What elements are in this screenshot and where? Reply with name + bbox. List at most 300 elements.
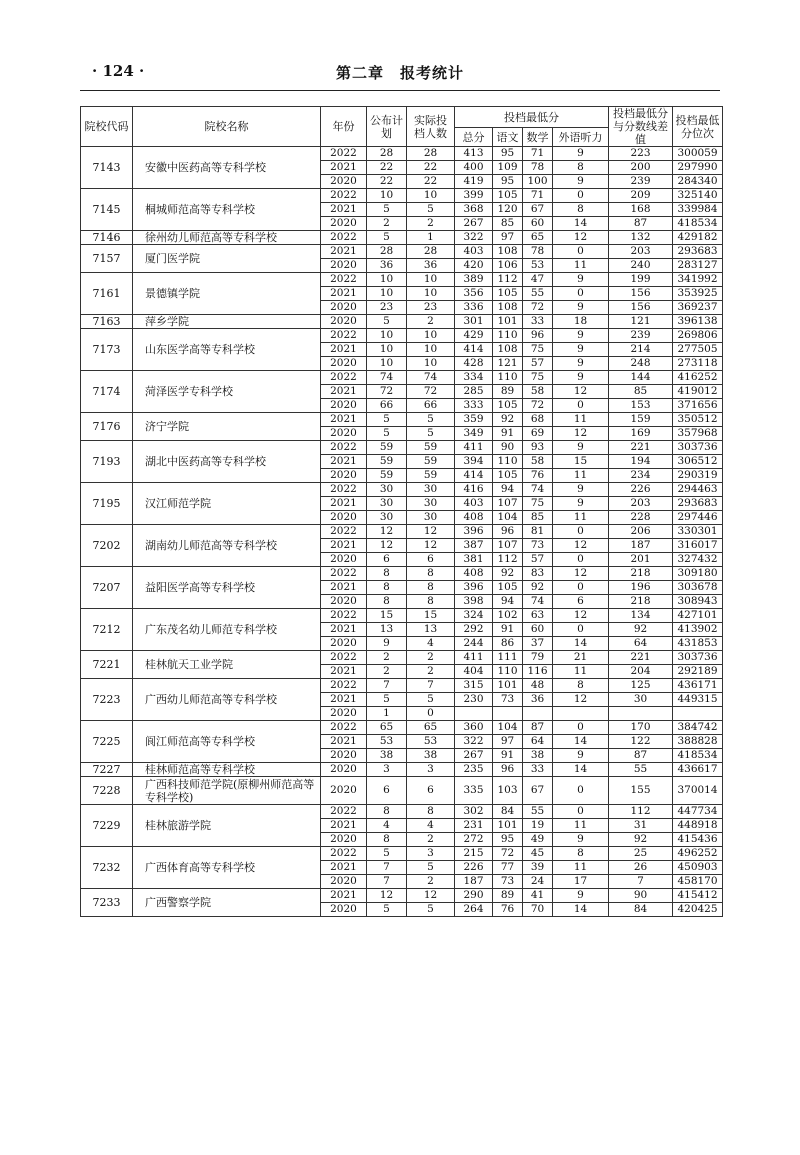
school-code: 7212: [81, 609, 133, 651]
cell-math: 33: [523, 763, 553, 777]
cell-total: 267: [455, 749, 493, 763]
school-name: 广西警察学院: [133, 889, 321, 917]
cell-rank: 341992: [673, 273, 723, 287]
cell-chinese: 94: [493, 483, 523, 497]
cell-math: 45: [523, 847, 553, 861]
cell-diff: 87: [609, 749, 673, 763]
cell-plan: 12: [367, 539, 407, 553]
cell-listening: 11: [553, 665, 609, 679]
school-name: 阆江师范高等专科学校: [133, 721, 321, 763]
cell-year: 2021: [321, 385, 367, 399]
cell-admitted: 10: [407, 287, 455, 301]
cell-chinese: 108: [493, 343, 523, 357]
cell-chinese: 92: [493, 413, 523, 427]
cell-year: 2020: [321, 399, 367, 413]
cell-admitted: 66: [407, 399, 455, 413]
cell-chinese: 85: [493, 217, 523, 231]
cell-rank: 448918: [673, 819, 723, 833]
cell-plan: 59: [367, 455, 407, 469]
school-code: 7202: [81, 525, 133, 567]
cell-listening: 8: [553, 203, 609, 217]
cell-listening: 12: [553, 427, 609, 441]
cell-diff: 204: [609, 665, 673, 679]
cell-year: 2020: [321, 315, 367, 329]
school-code: 7223: [81, 679, 133, 721]
cell-listening: 0: [553, 525, 609, 539]
cell-listening: 8: [553, 847, 609, 861]
cell-rank: 429182: [673, 231, 723, 245]
cell-diff: 221: [609, 651, 673, 665]
cell-year: 2020: [321, 469, 367, 483]
cell-diff: 194: [609, 455, 673, 469]
cell-rank: 300059: [673, 147, 723, 161]
school-name: 济宁学院: [133, 413, 321, 441]
cell-admitted: 72: [407, 385, 455, 399]
cell-listening: 12: [553, 567, 609, 581]
cell-total: 429: [455, 329, 493, 343]
cell-chinese: 101: [493, 315, 523, 329]
table-row: [81, 651, 723, 665]
cell-plan: 53: [367, 735, 407, 749]
cell-math: 53: [523, 259, 553, 273]
cell-rank: 449315: [673, 693, 723, 707]
cell-diff: 87: [609, 217, 673, 231]
cell-listening: 9: [553, 371, 609, 385]
cell-year: 2020: [321, 175, 367, 189]
cell-math: 33: [523, 315, 553, 329]
cell-total: 411: [455, 651, 493, 665]
cell-plan: 5: [367, 693, 407, 707]
cell-listening: 18: [553, 315, 609, 329]
school-name: 广西科技师范学院(原柳州师范高等专科学校): [133, 777, 321, 805]
cell-admitted: 38: [407, 749, 455, 763]
cell-diff: 155: [609, 777, 673, 805]
cell-total: 324: [455, 609, 493, 623]
cell-diff: 203: [609, 497, 673, 511]
cell-year: 2021: [321, 343, 367, 357]
school-code: 7163: [81, 315, 133, 329]
cell-year: 2020: [321, 749, 367, 763]
school-code: 7228: [81, 777, 133, 805]
table-row: [81, 777, 723, 805]
cell-chinese: 73: [493, 693, 523, 707]
cell-admitted: 5: [407, 427, 455, 441]
table-row: [81, 231, 723, 245]
cell-plan: 12: [367, 889, 407, 903]
cell-plan: 6: [367, 777, 407, 805]
cell-admitted: 7: [407, 679, 455, 693]
cell-rank: 293683: [673, 245, 723, 259]
cell-math: [523, 707, 553, 721]
cell-total: 389: [455, 273, 493, 287]
cell-admitted: 5: [407, 203, 455, 217]
cell-rank: 284340: [673, 175, 723, 189]
cell-chinese: 77: [493, 861, 523, 875]
cell-total: 264: [455, 903, 493, 917]
cell-year: 2020: [321, 595, 367, 609]
cell-plan: 15: [367, 609, 407, 623]
cell-listening: 0: [553, 189, 609, 203]
cell-total: 381: [455, 553, 493, 567]
cell-year: 2020: [321, 707, 367, 721]
school-name: 萍乡学院: [133, 315, 321, 329]
cell-diff: 206: [609, 525, 673, 539]
cell-total: [455, 707, 493, 721]
cell-rank: 293683: [673, 497, 723, 511]
cell-year: 2022: [321, 371, 367, 385]
cell-math: 36: [523, 693, 553, 707]
cell-math: 75: [523, 497, 553, 511]
cell-listening: 11: [553, 259, 609, 273]
cell-listening: 9: [553, 301, 609, 315]
cell-total: 322: [455, 735, 493, 749]
cell-plan: 10: [367, 189, 407, 203]
cell-plan: 8: [367, 805, 407, 819]
header-math: 数学: [523, 128, 553, 147]
cell-listening: 0: [553, 245, 609, 259]
header-listening: 外语听力: [553, 128, 609, 147]
cell-plan: 2: [367, 665, 407, 679]
cell-chinese: 91: [493, 623, 523, 637]
cell-diff: 218: [609, 595, 673, 609]
cell-chinese: [493, 707, 523, 721]
cell-total: 420: [455, 259, 493, 273]
school-name: 桂林航天工业学院: [133, 651, 321, 679]
cell-total: 428: [455, 357, 493, 371]
cell-plan: 38: [367, 749, 407, 763]
cell-chinese: 84: [493, 805, 523, 819]
cell-chinese: 105: [493, 581, 523, 595]
cell-math: 60: [523, 217, 553, 231]
cell-diff: 30: [609, 693, 673, 707]
cell-total: 336: [455, 301, 493, 315]
cell-plan: 5: [367, 231, 407, 245]
cell-year: 2022: [321, 609, 367, 623]
cell-chinese: 92: [493, 567, 523, 581]
cell-rank: [673, 707, 723, 721]
cell-year: 2022: [321, 273, 367, 287]
cell-diff: 234: [609, 469, 673, 483]
school-code: 7161: [81, 273, 133, 315]
header-diff: 投档最低分与分数线差值: [609, 107, 673, 147]
school-code: 7207: [81, 567, 133, 609]
cell-plan: 7: [367, 861, 407, 875]
school-name: 桂林旅游学院: [133, 805, 321, 847]
cell-total: 368: [455, 203, 493, 217]
cell-year: 2021: [321, 413, 367, 427]
cell-diff: 168: [609, 203, 673, 217]
cell-math: 75: [523, 371, 553, 385]
cell-admitted: 8: [407, 567, 455, 581]
cell-rank: 327432: [673, 553, 723, 567]
cell-admitted: 2: [407, 315, 455, 329]
cell-math: 116: [523, 665, 553, 679]
cell-listening: 9: [553, 483, 609, 497]
table-row: [81, 147, 723, 161]
table-row: [81, 329, 723, 343]
cell-diff: 132: [609, 231, 673, 245]
cell-plan: 7: [367, 875, 407, 889]
cell-listening: 9: [553, 147, 609, 161]
cell-rank: 450903: [673, 861, 723, 875]
header-year: 年份: [321, 107, 367, 147]
cell-year: 2020: [321, 357, 367, 371]
school-code: 7143: [81, 147, 133, 189]
cell-admitted: 30: [407, 497, 455, 511]
cell-math: 71: [523, 189, 553, 203]
cell-total: 231: [455, 819, 493, 833]
cell-rank: 415436: [673, 833, 723, 847]
cell-admitted: 5: [407, 861, 455, 875]
cell-admitted: 4: [407, 637, 455, 651]
cell-listening: 0: [553, 721, 609, 735]
cell-rank: 353925: [673, 287, 723, 301]
cell-math: 96: [523, 329, 553, 343]
school-name: 湖北中医药高等专科学校: [133, 441, 321, 483]
cell-plan: 65: [367, 721, 407, 735]
cell-listening: 12: [553, 231, 609, 245]
table-body: [81, 147, 723, 917]
cell-diff: 92: [609, 833, 673, 847]
cell-math: 38: [523, 749, 553, 763]
table-row: [81, 245, 723, 259]
cell-diff: 31: [609, 819, 673, 833]
cell-chinese: 76: [493, 903, 523, 917]
cell-rank: 290319: [673, 469, 723, 483]
cell-year: 2021: [321, 861, 367, 875]
cell-total: 414: [455, 343, 493, 357]
cell-year: 2022: [321, 483, 367, 497]
table-row: [81, 721, 723, 735]
cell-rank: 418534: [673, 749, 723, 763]
cell-plan: 12: [367, 525, 407, 539]
cell-chinese: 95: [493, 175, 523, 189]
school-name: 广西幼儿师范高等专科学校: [133, 679, 321, 721]
cell-total: 408: [455, 567, 493, 581]
table-row: [81, 371, 723, 385]
table-row: [81, 847, 723, 861]
cell-chinese: 95: [493, 147, 523, 161]
header-code: 院校代码: [81, 107, 133, 147]
cell-diff: 84: [609, 903, 673, 917]
cell-chinese: 108: [493, 245, 523, 259]
page-header: [80, 62, 720, 84]
cell-admitted: 2: [407, 875, 455, 889]
cell-diff: 218: [609, 567, 673, 581]
cell-admitted: 15: [407, 609, 455, 623]
cell-chinese: 105: [493, 469, 523, 483]
cell-math: 100: [523, 175, 553, 189]
cell-year: 2021: [321, 889, 367, 903]
cell-year: 2022: [321, 231, 367, 245]
cell-rank: 350512: [673, 413, 723, 427]
table-row: [81, 441, 723, 455]
cell-rank: 415412: [673, 889, 723, 903]
cell-admitted: 1: [407, 231, 455, 245]
cell-chinese: 86: [493, 637, 523, 651]
cell-math: 83: [523, 567, 553, 581]
table-row: [81, 273, 723, 287]
cell-diff: 156: [609, 301, 673, 315]
cell-total: 301: [455, 315, 493, 329]
cell-total: 290: [455, 889, 493, 903]
cell-chinese: 94: [493, 595, 523, 609]
school-code: 7195: [81, 483, 133, 525]
cell-admitted: 10: [407, 189, 455, 203]
cell-diff: 159: [609, 413, 673, 427]
cell-chinese: 107: [493, 539, 523, 553]
cell-listening: 15: [553, 455, 609, 469]
cell-rank: 303736: [673, 441, 723, 455]
cell-math: 67: [523, 777, 553, 805]
cell-plan: 7: [367, 679, 407, 693]
cell-listening: 11: [553, 413, 609, 427]
cell-total: 404: [455, 665, 493, 679]
cell-chinese: 73: [493, 875, 523, 889]
cell-rank: 306512: [673, 455, 723, 469]
cell-chinese: 109: [493, 161, 523, 175]
cell-chinese: 105: [493, 287, 523, 301]
cell-total: 360: [455, 721, 493, 735]
cell-admitted: 10: [407, 329, 455, 343]
cell-diff: 64: [609, 637, 673, 651]
cell-math: 67: [523, 203, 553, 217]
cell-total: 387: [455, 539, 493, 553]
cell-total: 322: [455, 231, 493, 245]
cell-plan: 66: [367, 399, 407, 413]
school-code: 7233: [81, 889, 133, 917]
cell-listening: 17: [553, 875, 609, 889]
cell-admitted: 8: [407, 805, 455, 819]
cell-chinese: 110: [493, 455, 523, 469]
cell-plan: 59: [367, 469, 407, 483]
table-row: [81, 609, 723, 623]
cell-diff: 203: [609, 245, 673, 259]
cell-total: 349: [455, 427, 493, 441]
cell-plan: 10: [367, 287, 407, 301]
cell-plan: 72: [367, 385, 407, 399]
cell-total: 396: [455, 581, 493, 595]
cell-plan: 10: [367, 343, 407, 357]
cell-listening: 0: [553, 623, 609, 637]
cell-admitted: 4: [407, 819, 455, 833]
school-name: 山东医学高等专科学校: [133, 329, 321, 371]
cell-math: 73: [523, 539, 553, 553]
cell-rank: 431853: [673, 637, 723, 651]
cell-year: 2022: [321, 525, 367, 539]
cell-listening: 0: [553, 553, 609, 567]
cell-admitted: 23: [407, 301, 455, 315]
table-row: [81, 525, 723, 539]
cell-year: 2020: [321, 833, 367, 847]
header-rule: [80, 90, 720, 91]
cell-math: 47: [523, 273, 553, 287]
cell-chinese: 101: [493, 679, 523, 693]
cell-diff: 156: [609, 287, 673, 301]
cell-admitted: 22: [407, 175, 455, 189]
cell-plan: 6: [367, 553, 407, 567]
cell-rank: 419012: [673, 385, 723, 399]
cell-total: 235: [455, 763, 493, 777]
cell-chinese: 110: [493, 329, 523, 343]
cell-plan: 2: [367, 651, 407, 665]
cell-year: 2020: [321, 553, 367, 567]
cell-year: 2022: [321, 805, 367, 819]
cell-year: 2022: [321, 679, 367, 693]
cell-rank: 436171: [673, 679, 723, 693]
cell-admitted: 10: [407, 357, 455, 371]
cell-plan: 2: [367, 217, 407, 231]
cell-listening: 11: [553, 819, 609, 833]
cell-chinese: 107: [493, 497, 523, 511]
table-row: [81, 315, 723, 329]
cell-listening: 6: [553, 595, 609, 609]
cell-chinese: 106: [493, 259, 523, 273]
cell-total: 403: [455, 497, 493, 511]
cell-chinese: 104: [493, 511, 523, 525]
cell-plan: 5: [367, 903, 407, 917]
cell-math: 92: [523, 581, 553, 595]
cell-diff: 209: [609, 189, 673, 203]
header-rank: 投档最低分位次: [673, 107, 723, 147]
cell-year: 2021: [321, 245, 367, 259]
cell-year: 2022: [321, 567, 367, 581]
cell-year: 2020: [321, 259, 367, 273]
cell-total: 403: [455, 245, 493, 259]
cell-total: 334: [455, 371, 493, 385]
cell-plan: 3: [367, 763, 407, 777]
cell-total: 267: [455, 217, 493, 231]
cell-diff: 153: [609, 399, 673, 413]
cell-listening: 9: [553, 329, 609, 343]
cell-diff: 248: [609, 357, 673, 371]
cell-diff: 121: [609, 315, 673, 329]
cell-year: 2022: [321, 189, 367, 203]
cell-plan: 10: [367, 329, 407, 343]
cell-total: 411: [455, 441, 493, 455]
cell-admitted: 53: [407, 735, 455, 749]
school-name: 景德镇学院: [133, 273, 321, 315]
cell-total: 413: [455, 147, 493, 161]
cell-rank: 447734: [673, 805, 723, 819]
cell-math: 75: [523, 343, 553, 357]
cell-admitted: 28: [407, 245, 455, 259]
cell-chinese: 91: [493, 749, 523, 763]
cell-chinese: 96: [493, 525, 523, 539]
school-code: 7232: [81, 847, 133, 889]
cell-plan: 36: [367, 259, 407, 273]
cell-admitted: 2: [407, 651, 455, 665]
cell-diff: 187: [609, 539, 673, 553]
school-code: 7221: [81, 651, 133, 679]
cell-admitted: 8: [407, 581, 455, 595]
cell-rank: 297446: [673, 511, 723, 525]
table-row: [81, 805, 723, 819]
cell-rank: 436617: [673, 763, 723, 777]
cell-rank: 303678: [673, 581, 723, 595]
cell-admitted: 8: [407, 595, 455, 609]
cell-listening: 9: [553, 343, 609, 357]
cell-year: 2020: [321, 217, 367, 231]
cell-admitted: 2: [407, 665, 455, 679]
cell-admitted: 30: [407, 511, 455, 525]
cell-admitted: 30: [407, 483, 455, 497]
cell-total: 292: [455, 623, 493, 637]
cell-total: 396: [455, 525, 493, 539]
cell-listening: 14: [553, 735, 609, 749]
cell-chinese: 112: [493, 273, 523, 287]
cell-admitted: 3: [407, 763, 455, 777]
